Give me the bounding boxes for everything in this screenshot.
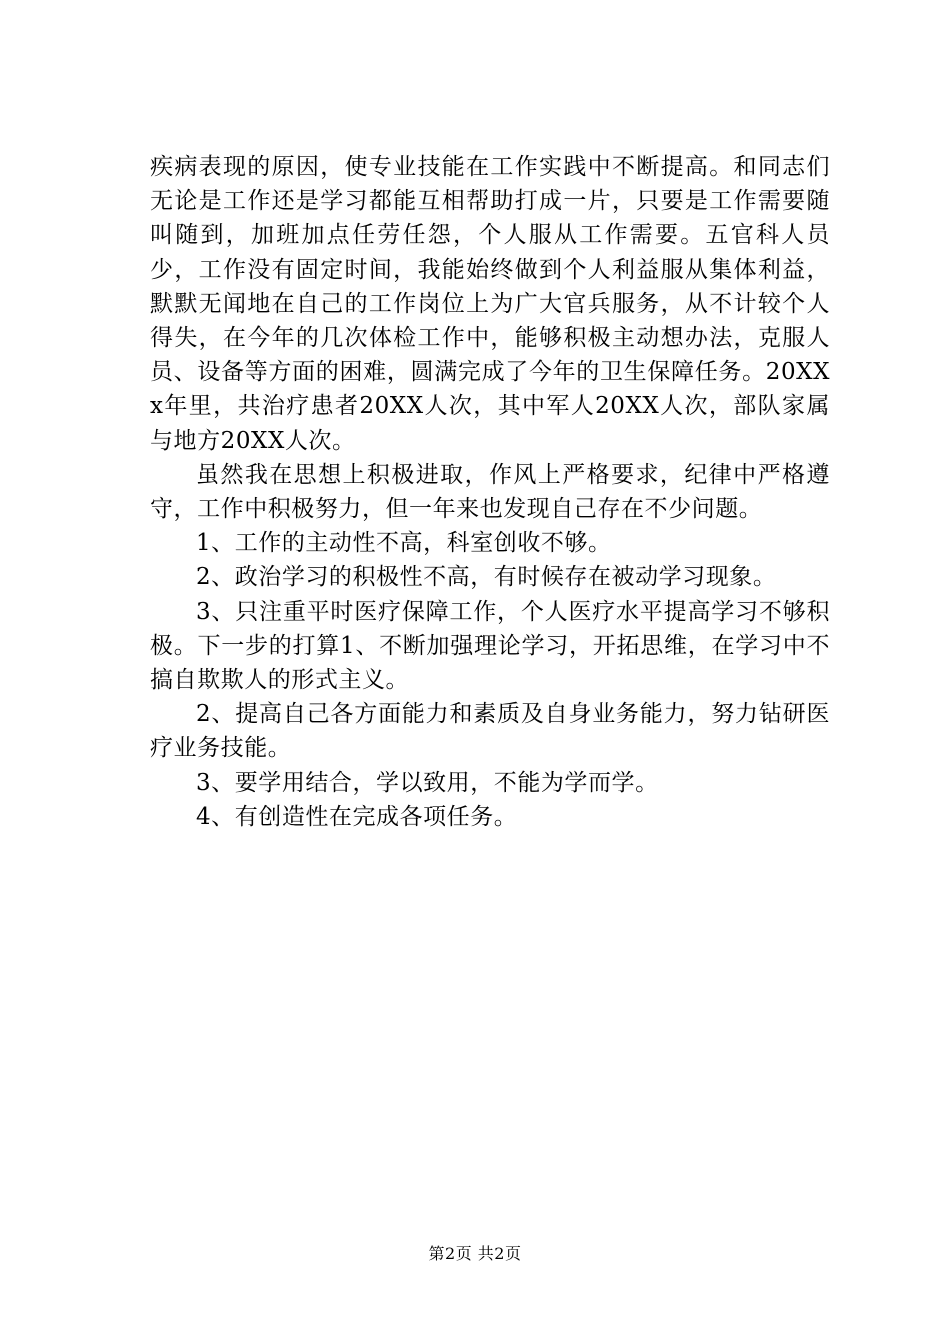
paragraph-plan-4: 4、有创造性在完成各项任务。 <box>196 803 518 830</box>
paragraph-problem-1: 1、工作的主动性不高，科室创收不够。 <box>196 530 612 557</box>
paragraph-problem-2: 2、政治学习的积极性不高，有时候存在被动学习现象。 <box>196 564 777 591</box>
paragraph-plan-3: 3、要学用结合，学以致用，不能为学而学。 <box>196 769 659 796</box>
paragraph-continuation: 疾病表现的原因，使专业技能在工作实践中不断提高。和同志们无论是工作还是学习都能互相帮助打成一片，只要是工作需要随叫随到，加班加点任劳任怨，个人服从工作需要。五官科人员少，工作没有固定时间，我能始终做到个人利益服从集体利益，默默无闻地在自己的工作岗位上为广大官兵服务，从不计较个人得失，在今年的几次体检工作中，能够积极主动想办法，克服人员、设备等方面的困难，圆满完成了今年的卫生保障任务。20XXx年里，共治疗患者20XX人次，其中军人20XX人次，部队家属与地方20XX人次。 <box>150 154 830 454</box>
paragraph-problem-3: 3、只注重平时医疗保障工作，个人医疗水平提高学习不够积极。下一步的打算1、不断加强理论学习，开拓思维，在学习中不搞自欺欺人的形式主义。 <box>150 598 830 694</box>
paragraph-plan-2: 2、提高自己各方面能力和素质及自身业务能力，努力钻研医疗业务技能。 <box>150 701 830 762</box>
page-footer: 第2页 共2页 <box>428 1244 522 1263</box>
paragraph-problems-intro: 虽然我在思想上积极进取，作风上严格要求，纪律中严格遵守，工作中积极努力，但一年来也发现自己存在不少问题。 <box>150 461 830 523</box>
document-body <box>150 150 830 834</box>
